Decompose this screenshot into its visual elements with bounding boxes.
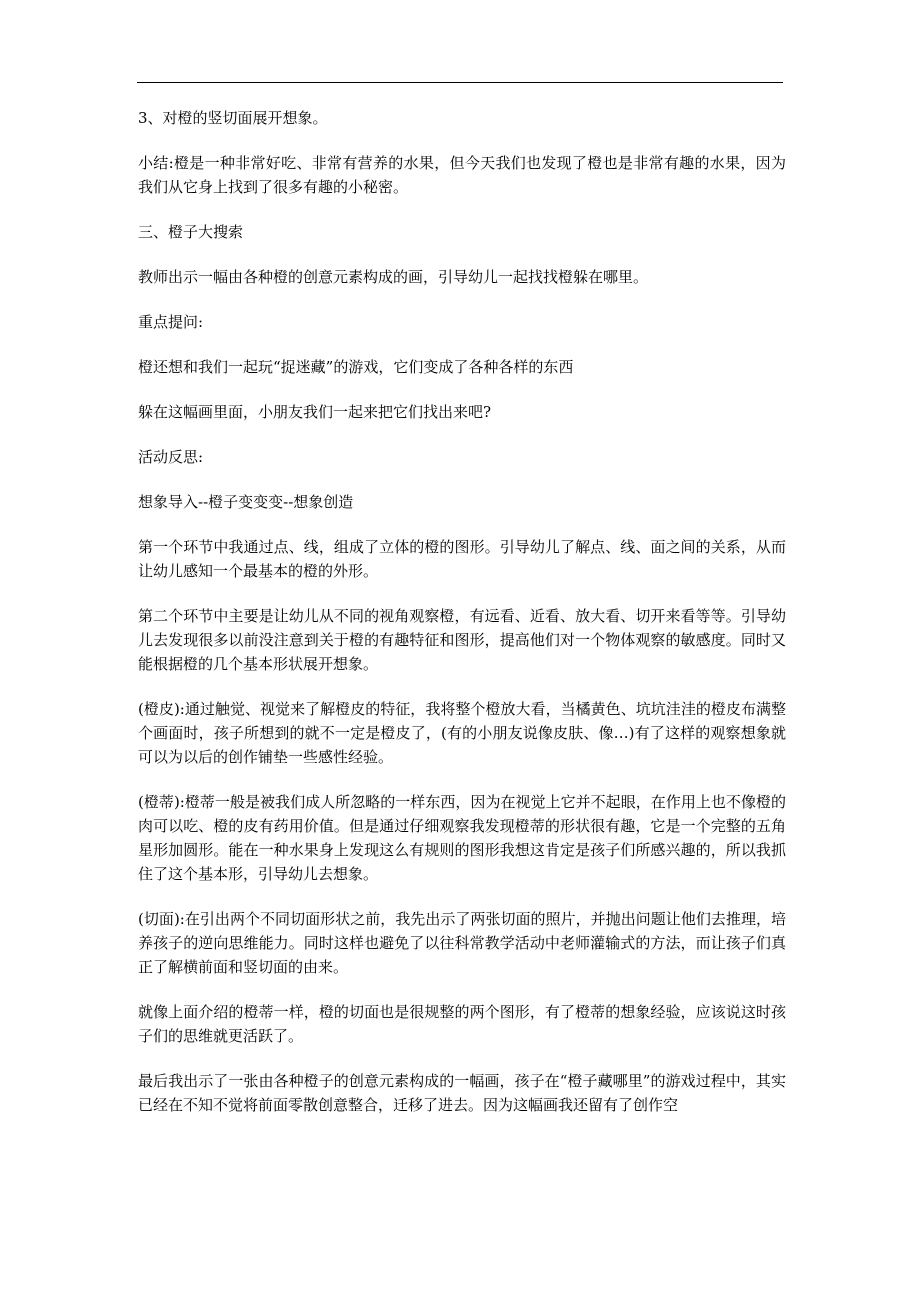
paragraph: 想象导入--橙子变变变--想象创造 — [138, 493, 354, 511]
paragraph: 第二个环节中主要是让幼儿从不同的视角观察橙，有远看、近看、放大看、切开来看等等。引导幼儿去发现很多以前没注意到关于橙的有趣特征和图形，提高他们对一个物体观察的敏感度。同时又能根据橙的几个基本形状展开想象。 — [138, 607, 786, 673]
paragraph: 重点提问: — [138, 313, 204, 331]
paragraph: (橙蒂):橙蒂一般是被我们成人所忽略的一样东西，因为在视觉上它并不起眼，在作用上也不像橙的肉可以吃、橙的皮有药用价值。但是通过仔细观察我发现橙蒂的形状很有趣，它是一个完整的五角星形加圆形。能在一种水果身上发现这么有规则的图形我想这肯定是孩子们所感兴趣的，所以我抓住了这个基本形，引导幼儿去想象。 — [138, 793, 786, 883]
paragraph: 活动反思: — [138, 448, 204, 466]
paragraph: (切面):在引出两个不同切面形状之前，我先出示了两张切面的照片，并抛出问题让他们去推理，培养孩子的逆向思维能力。同时这样也避免了以往科常教学活动中老师灌输式的方法，而让孩子们真正了解横前面和竖切面的由来。 — [138, 910, 786, 976]
paragraph: 第一个环节中我通过点、线，组成了立体的橙的图形。引导幼儿了解点、线、面之间的关系，从而让幼儿感知一个最基本的橙的外形。 — [138, 538, 786, 580]
header-rule — [137, 82, 783, 83]
paragraph: 小结:橙是一种非常好吃、非常有营养的水果，但今天我们也发现了橙也是非常有趣的水果，因为我们从它身上找到了很多有趣的小秘密。 — [138, 154, 786, 196]
paragraph: 最后我出示了一张由各种橙子的创意元素构成的一幅画，孩子在“橙子藏哪里”的游戏过程中，其实已经在不知不觉将前面零散创意整合，迁移了进去。因为这幅画我还留有了创作空 — [138, 1072, 786, 1114]
paragraph: 就像上面介绍的橙蒂一样，橙的切面也是很规整的两个图形，有了橙蒂的想象经验，应该说这时孩子们的思维就更活跃了。 — [138, 1003, 786, 1045]
paragraph: (橙皮):通过触觉、视觉来了解橙皮的特征，我将整个橙放大看，当橘黄色、坑坑洼洼的橙皮布满整个画面时，孩子所想到的就不一定是橙皮了，(有的小朋友说像皮肤、像…)有了这样的观察想象就可以为以后的创作铺垫一些感性经验。 — [138, 700, 786, 766]
paragraph: 橙还想和我们一起玩“捉迷藏”的游戏，它们变成了各种各样的东西 — [138, 358, 574, 376]
paragraph: 躲在这幅画里面，小朋友我们一起来把它们找出来吧? — [138, 403, 492, 421]
paragraph: 3、对橙的竖切面展开想象。 — [138, 109, 328, 127]
section-heading: 三、橙子大搜索 — [138, 223, 244, 241]
document-body — [138, 106, 786, 1138]
paragraph: 教师出示一幅由各种橙的创意元素构成的画，引导幼儿一起找找橙躲在哪里。 — [138, 268, 649, 286]
